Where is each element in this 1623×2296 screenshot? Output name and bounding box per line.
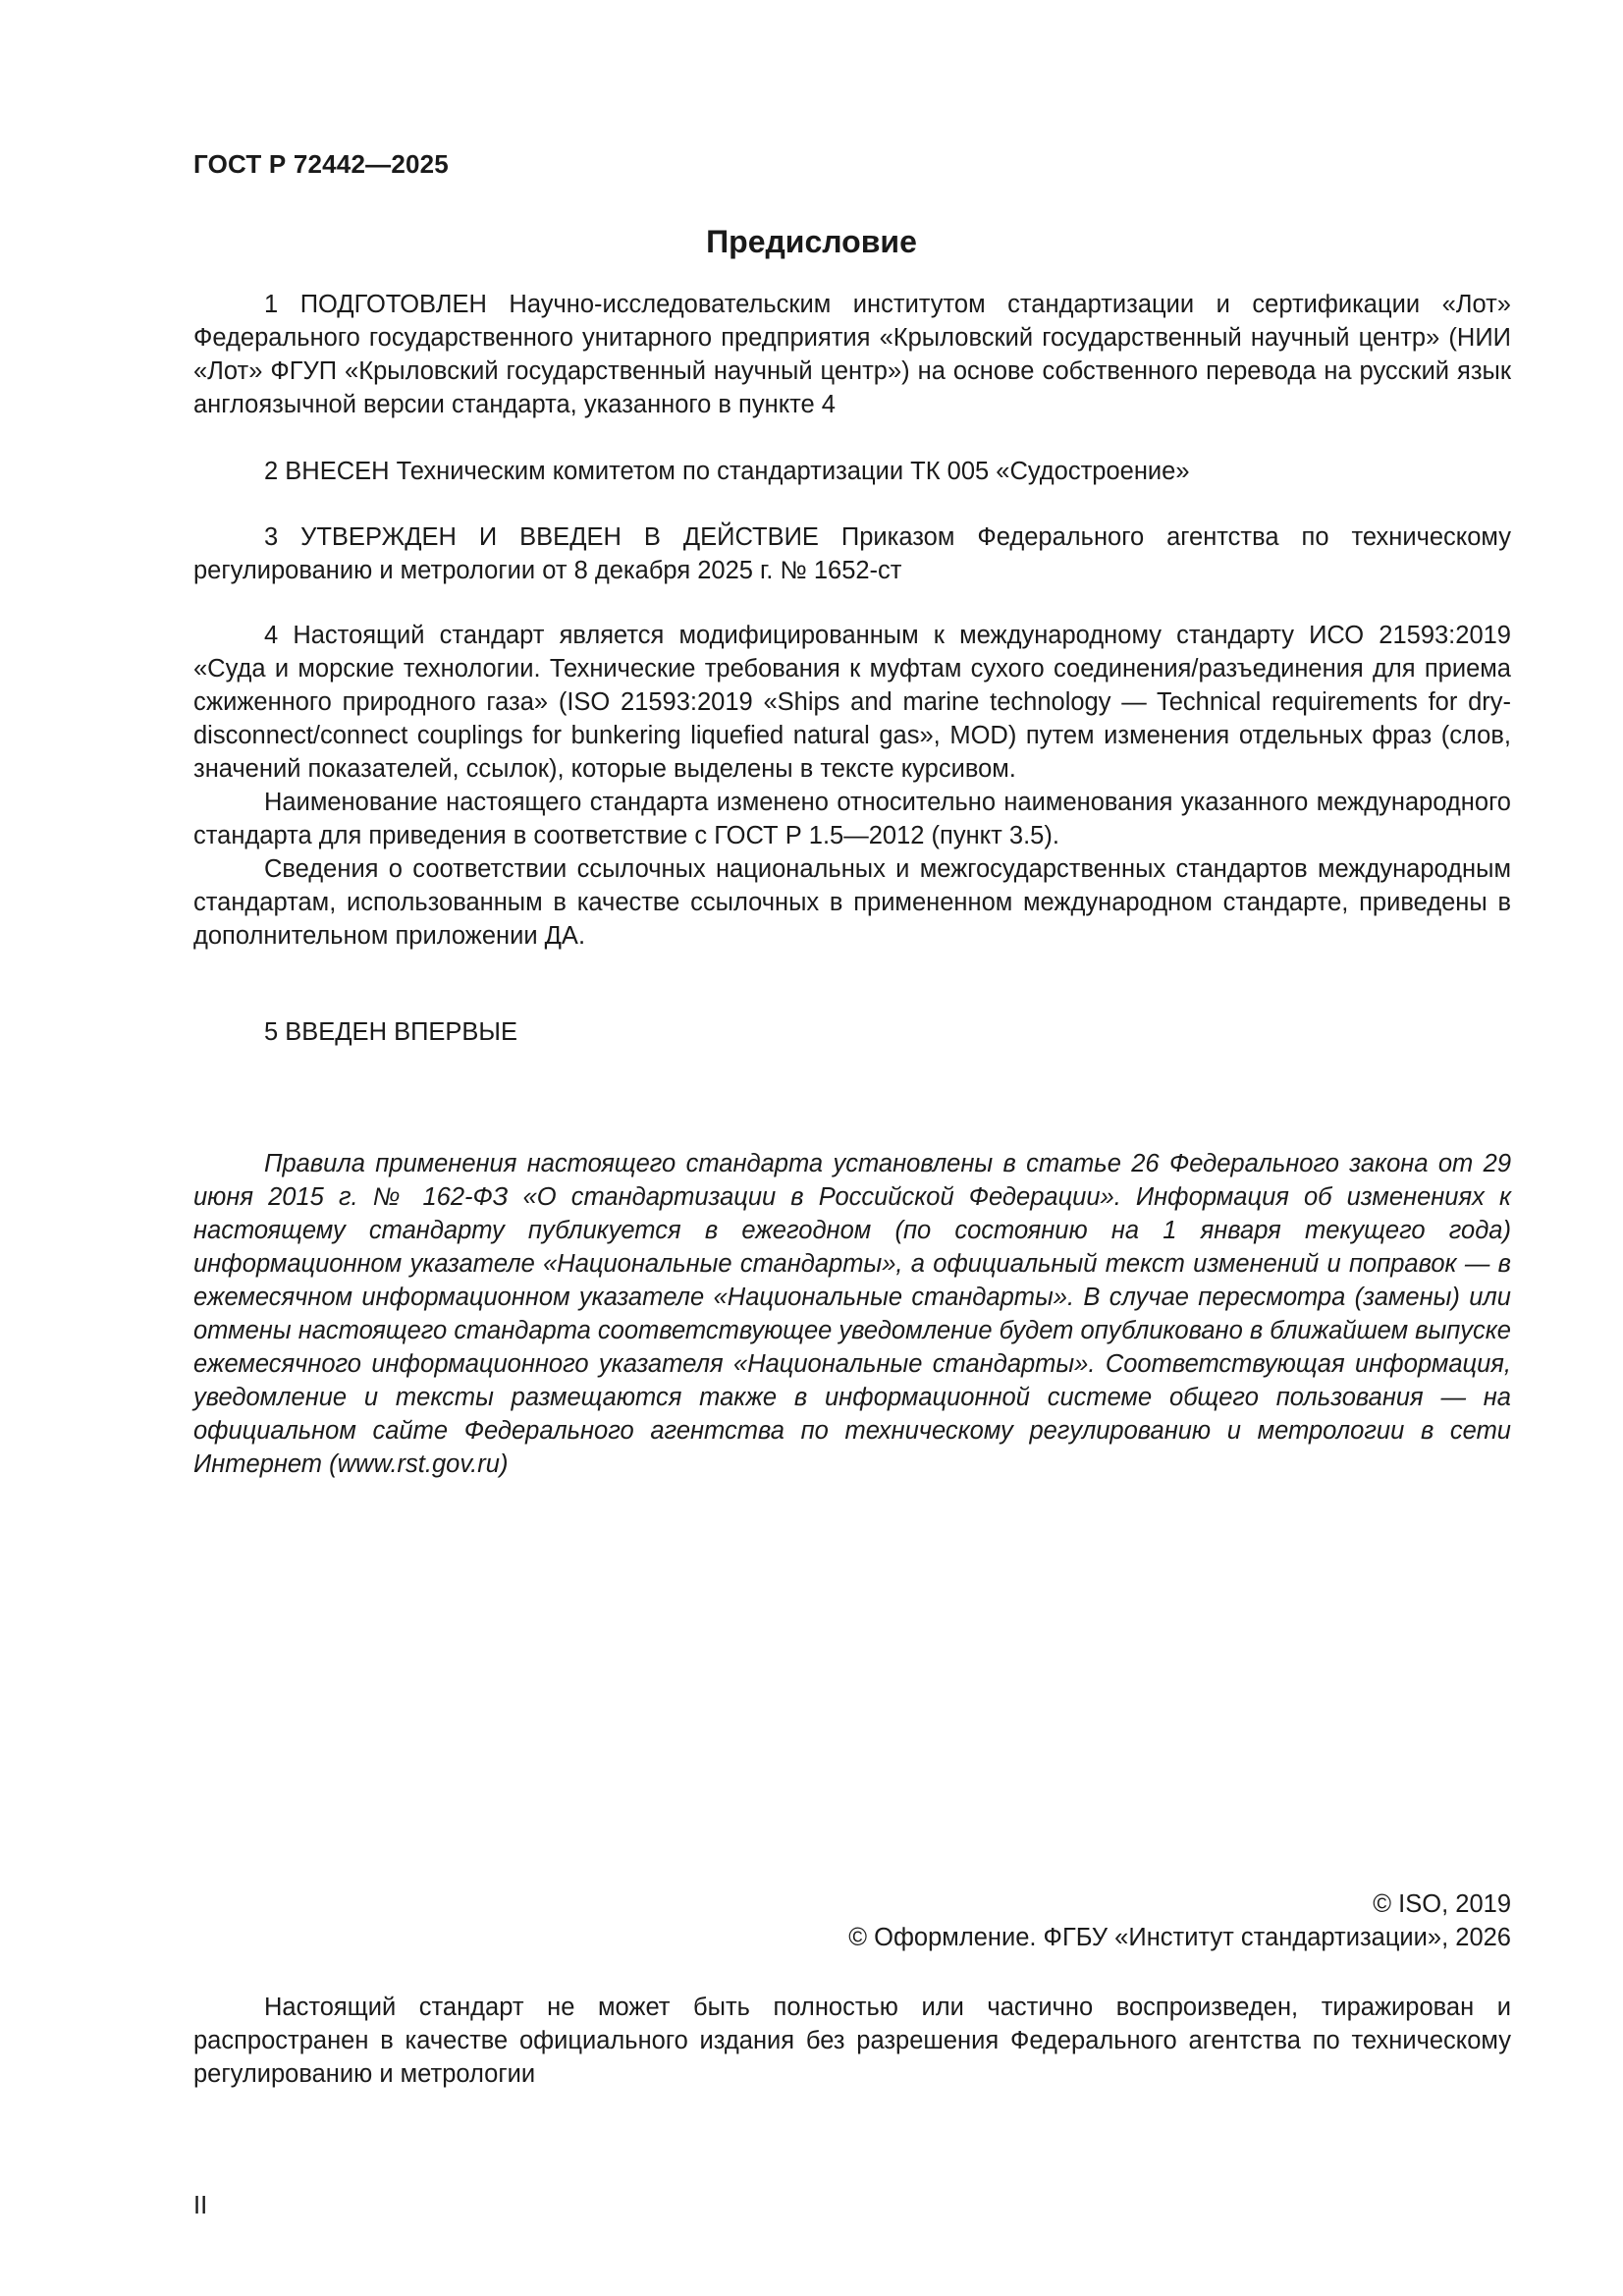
foreword-item-5 [193, 1015, 1511, 1049]
copyright-design: © Оформление. ФГБУ «Институт стандартизации», 2026 [848, 1924, 1511, 1951]
paragraph-first-introduced: 5 ВВЕДЕН ВПЕРВЫЕ [264, 1018, 518, 1046]
copyright-iso: © ISO, 2019 [1373, 1890, 1511, 1918]
reproduction-notice: Настоящий стандарт не может быть полностью или частично воспроизведен, тиражирован и распространен в качестве официального издания без разрешения Федерального агентства по техническому регулированию и метрологии [193, 1994, 1511, 2088]
rules-notice-block [193, 1147, 1511, 1481]
paragraph-name-changed: Наименование настоящего стандарта изменено относительно наименования указанного международного стандарта для приведения в соответствие с ГОСТ Р 1.5—2012 (пункт 3.5). [193, 789, 1511, 849]
page-title: Предисловие [706, 224, 917, 259]
reproduction-notice-block [193, 1991, 1511, 2091]
foreword-item-3 [193, 520, 1511, 587]
foreword-item-2 [193, 455, 1511, 488]
paragraph-reference-info: Сведения о соответствии ссылочных национальных и межгосударственных стандартов международным стандартам, использованным в качестве ссылочных в примененном международном стандарте, приведены в дополнительном приложении ДА. [193, 855, 1511, 950]
page-number: II [193, 2192, 208, 2219]
paragraph-submitted-by: 2 ВНЕСЕН Техническим комитетом по стандартизации ТК 005 «Судостроение» [264, 458, 1190, 485]
rules-notice: Правила применения настоящего стандарта установлены в статье 26 Федерального закона от 29 июня 2015 г. № 162-ФЗ «О стандартизации в Российской Федерации». Информация об изменениях к настоящему стандарту публикуется в ежегодном (по состоянию на 1 января текущего года) информационном указателе «Национальные стандарты», а официальный текст изменений и поправок — в ежемесячном информационном указателе «Национальные стандарты». В случае пересмотра (замены) или отмены настоящего стандарта соответствующее уведомление будет опубликовано в ближайшем выпуске ежемесячного информационного указателя «Национальные стандарты». Соответствующая информация, уведомление и тексты размещаются также в информационной системе общего пользования — на официальном сайте Федерального агентства по техническому регулированию и метрологии в сети Интернет (www.rst.gov.ru) [193, 1150, 1511, 1478]
foreword-item-4 [193, 619, 1511, 953]
paragraph-modified-standard: 4 Настоящий стандарт является модифицированным к международному стандарту ИСО 21593:2019 «Суда и морские технологии. Технические требования к муфтам сухого соединения/разъединения для приема сжиженного природного газа» (ISO 21593:2019 «Ships and marine technology — Technical requirements for dry-disconnect/connect couplings for bunkering liquefied natural gas», MOD) путем изменения отдельных фраз (слов, значений показателей, ссылок), которые выделены в тексте курсивом. [193, 622, 1511, 783]
standard-code-header: ГОСТ Р 72442—2025 [193, 149, 449, 179]
paragraph-prepared-by: 1 ПОДГОТОВЛЕН Научно-исследовательским институтом стандартизации и сертификации «Лот» Федерального государственного унитарного предприятия «Крыловский государственный научный центр» (НИИ «Лот» ФГУП «Крыловский государственный научный центр») на основе собственного перевода на русский язык англоязычной версии стандарта, указанного в пункте 4 [193, 291, 1511, 418]
foreword-item-1 [193, 288, 1511, 421]
paragraph-approved: 3 УТВЕРЖДЕН И ВВЕДЕН В ДЕЙСТВИЕ Приказом Федерального агентства по техническому регулированию и метрологии от 8 декабря 2025 г. № 1652-ст [193, 523, 1511, 584]
